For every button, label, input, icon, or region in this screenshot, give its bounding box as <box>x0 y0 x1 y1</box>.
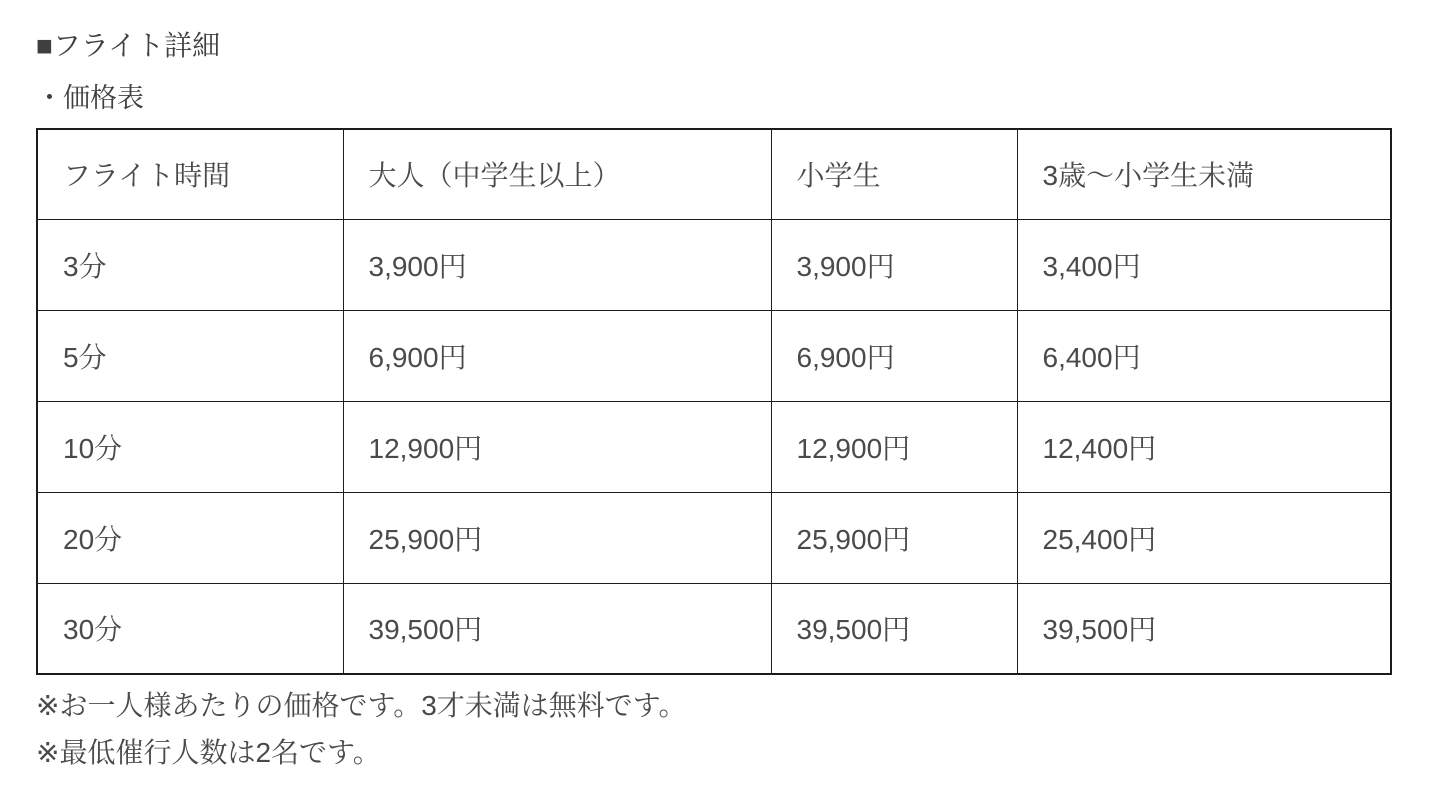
price-cell: 6,900円 <box>771 310 1017 401</box>
price-cell: 39,500円 <box>343 583 771 674</box>
price-cell: 6,900円 <box>343 310 771 401</box>
col-header-preschool-child: 3歳〜小学生未満 <box>1017 129 1391 219</box>
price-cell: 3,900円 <box>771 219 1017 310</box>
flight-time-cell: 5分 <box>37 310 343 401</box>
table-row <box>37 401 1391 492</box>
table-row <box>37 583 1391 674</box>
price-table-caption: ・価格表 <box>36 83 144 114</box>
table-row <box>37 492 1391 583</box>
table-row <box>37 310 1391 401</box>
price-cell: 25,900円 <box>343 492 771 583</box>
price-cell: 12,900円 <box>343 401 771 492</box>
flight-time-cell: 20分 <box>37 492 343 583</box>
price-cell: 12,900円 <box>771 401 1017 492</box>
price-table-body <box>37 219 1391 674</box>
section-title: ■フライト詳細 <box>36 30 221 61</box>
price-cell: 12,400円 <box>1017 401 1391 492</box>
price-cell: 6,400円 <box>1017 310 1391 401</box>
price-table <box>36 128 1392 675</box>
price-table-header <box>37 129 1391 219</box>
flight-time-cell: 3分 <box>37 219 343 310</box>
note-pricing-per-person: ※お一人様あたりの価格です。3才未満は無料です。 <box>36 690 687 722</box>
price-cell: 3,400円 <box>1017 219 1391 310</box>
footnotes <box>36 690 1404 769</box>
col-header-elementary-student: 小学生 <box>771 129 1017 219</box>
price-cell: 3,900円 <box>343 219 771 310</box>
price-cell: 25,400円 <box>1017 492 1391 583</box>
price-cell: 39,500円 <box>771 583 1017 674</box>
note-minimum-participants: ※最低催行人数は2名です。 <box>36 737 381 769</box>
flight-time-cell: 10分 <box>37 401 343 492</box>
header-row <box>37 129 1391 219</box>
col-header-flight-time: フライト時間 <box>37 129 343 219</box>
table-row <box>37 219 1391 310</box>
flight-time-cell: 30分 <box>37 583 343 674</box>
price-cell: 39,500円 <box>1017 583 1391 674</box>
col-header-adult: 大人（中学生以上） <box>343 129 771 219</box>
price-cell: 25,900円 <box>771 492 1017 583</box>
